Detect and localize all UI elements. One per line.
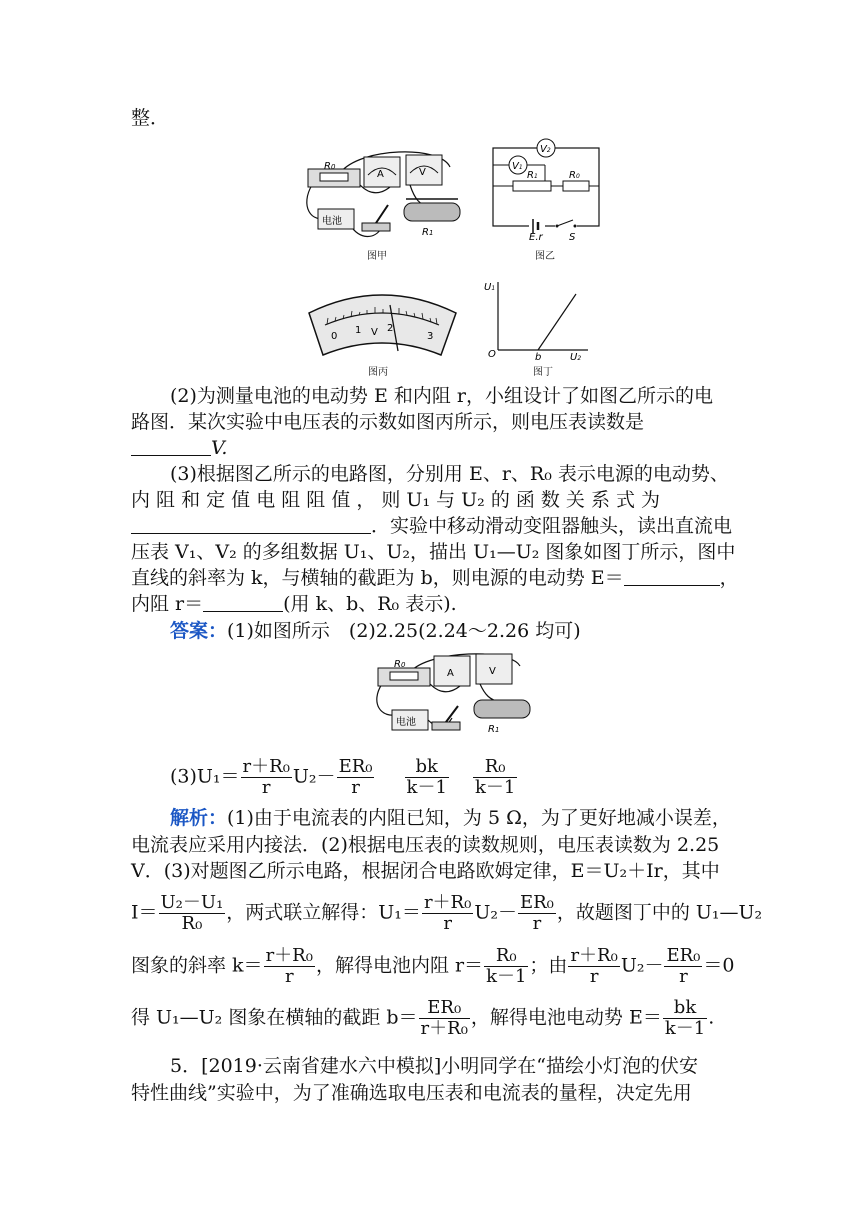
answer-label: 答案： bbox=[170, 620, 228, 642]
answer-blank[interactable] bbox=[131, 437, 211, 456]
figure-jia-apparatus bbox=[300, 145, 470, 260]
svg-text:S: S bbox=[569, 232, 576, 240]
q3-line2: 内 阻 和 定 值 电 阻 阻 值 ， 则 U₁ 与 U₂ 的 函 数 关 系 式 为 bbox=[131, 489, 661, 511]
analysis-label: 解析： bbox=[170, 807, 228, 829]
q3-line4: 压表 V₁、V₂ 的多组数据 U₁、U₂，描出 U₁—U₂ 图象如图丁所示，图中 bbox=[131, 541, 736, 563]
svg-text:V1: V1 bbox=[512, 161, 523, 172]
analysis-line5: 图象的斜率 k＝ $\frac{\text{r＋R₀}}{r}$ ，解得电池内阻 r＝ $\frac{\text{R₀}}{k-1}$ ；由 $\frac{\text{r＋R₀}}{r}$ U₂－ $\frac{\text{ER₀}}{r}$ ＝0 bbox=[131, 945, 735, 987]
svg-text:电池: 电池 bbox=[322, 216, 342, 227]
q2-line3: V. bbox=[131, 436, 227, 460]
svg-text:E,r: E,r bbox=[529, 232, 543, 240]
svg-text:0: 0 bbox=[331, 331, 338, 342]
svg-text:R1: R1 bbox=[422, 227, 434, 238]
answer-blank[interactable] bbox=[203, 593, 283, 612]
figure-yi-circuit bbox=[485, 130, 605, 240]
svg-text:3: 3 bbox=[427, 331, 434, 342]
svg-text:2: 2 bbox=[387, 323, 394, 334]
svg-text:R0: R0 bbox=[569, 170, 580, 181]
figure-bing-caption: 图丙 bbox=[368, 367, 388, 378]
svg-text:b: b bbox=[535, 352, 542, 363]
svg-text:V2: V2 bbox=[540, 144, 551, 155]
svg-text:A: A bbox=[377, 169, 384, 180]
analysis-line1: 解析：(1)由于电流表的内阻已知，为 5 Ω，为了更好地减小误差， bbox=[170, 807, 731, 829]
analysis-line3: V．(3)对题图乙所示电路，根据闭合电路欧姆定律，E＝U₂＋Ir，其中 bbox=[131, 860, 720, 882]
svg-text:电池: 电池 bbox=[396, 717, 416, 728]
svg-text:V: V bbox=[371, 327, 378, 338]
q3-line3: ．实验中移动滑动变阻器触头，读出直流电 bbox=[131, 514, 732, 538]
svg-text:R1: R1 bbox=[488, 724, 500, 735]
svg-text:O: O bbox=[488, 349, 496, 360]
svg-text:A: A bbox=[447, 668, 454, 679]
analysis-line2: 电流表应采用内接法．(2)根据电压表的读数规则，电压表读数为 2.25 bbox=[131, 834, 720, 856]
q3-line6: 内阻 r＝ (用 k、b、R₀ 表示). bbox=[131, 593, 457, 615]
answer-blank[interactable] bbox=[624, 567, 720, 586]
figure-jia-caption: 图甲 bbox=[367, 251, 387, 262]
q5-line2: 特性曲线”实验中，为了准确选取电压表和电流表的量程，决定先用 bbox=[131, 1082, 692, 1104]
svg-text:V: V bbox=[489, 666, 496, 677]
q2-line2: 路图．某次实验中电压表的示数如图丙所示，则电压表读数是 bbox=[131, 411, 645, 433]
answer-equation: (3)U₁＝ $\frac{\text{r＋R₀}}{r}$ U₂－ $\frac{\text{ER₀}}{r}$ $\frac{bk}{k-1}$ $\frac{\text{R₀}}{k-1}$ bbox=[170, 756, 516, 798]
svg-text:U2: U2 bbox=[570, 352, 582, 363]
answer-line1: 答案：(1)如图所示 (2)2.25(2.24～2.26 均可) bbox=[170, 620, 581, 642]
svg-text:U1: U1 bbox=[484, 282, 496, 293]
paragraph-fragment: 整． bbox=[131, 107, 170, 129]
analysis-line6: 得 U₁—U₂ 图象在横轴的截距 b＝ $\frac{\text{ER₀}}{\text{r＋R₀}}$ ，解得电池电动势 E＝ $\frac{bk}{k-1}$ . bbox=[131, 997, 715, 1039]
answer-figure-apparatus bbox=[370, 650, 540, 740]
analysis-line4: I＝ $\frac{\text{U₂－U₁}}{\text{R₀}}$ ，两式联立解得：U₁＝ $\frac{\text{r＋R₀}}{r}$ U₂－ $\frac{\text{ER₀}}{r}$ ，故题图丁中的 U₁—U₂ bbox=[131, 892, 763, 934]
svg-text:R0: R0 bbox=[324, 161, 336, 172]
q3-line5: 直线的斜率为 k，与横轴的截距为 b，则电源的电动势 E＝ ， bbox=[131, 567, 739, 589]
svg-text:1: 1 bbox=[355, 325, 362, 336]
q3-line1: (3)根据图乙所示的电路图，分别用 E、r、R₀ 表示电源的电动势、 bbox=[170, 463, 729, 485]
q5-line1: 5．[2019·云南省建水六中模拟]小明同学在“描绘小灯泡的伏安 bbox=[170, 1055, 699, 1077]
figure-ding-graph bbox=[482, 278, 592, 363]
answer-blank[interactable] bbox=[131, 515, 371, 534]
figure-bing-voltmeter bbox=[305, 285, 460, 360]
figure-ding-caption: 图丁 bbox=[533, 367, 553, 378]
figure-yi-caption: 图乙 bbox=[535, 251, 555, 262]
svg-text:R0: R0 bbox=[394, 659, 406, 670]
svg-text:R1: R1 bbox=[527, 170, 538, 181]
svg-text:V: V bbox=[419, 167, 426, 178]
q2-line1: (2)为测量电池的电动势 E 和内阻 r，小组设计了如图乙所示的电 bbox=[170, 385, 713, 407]
